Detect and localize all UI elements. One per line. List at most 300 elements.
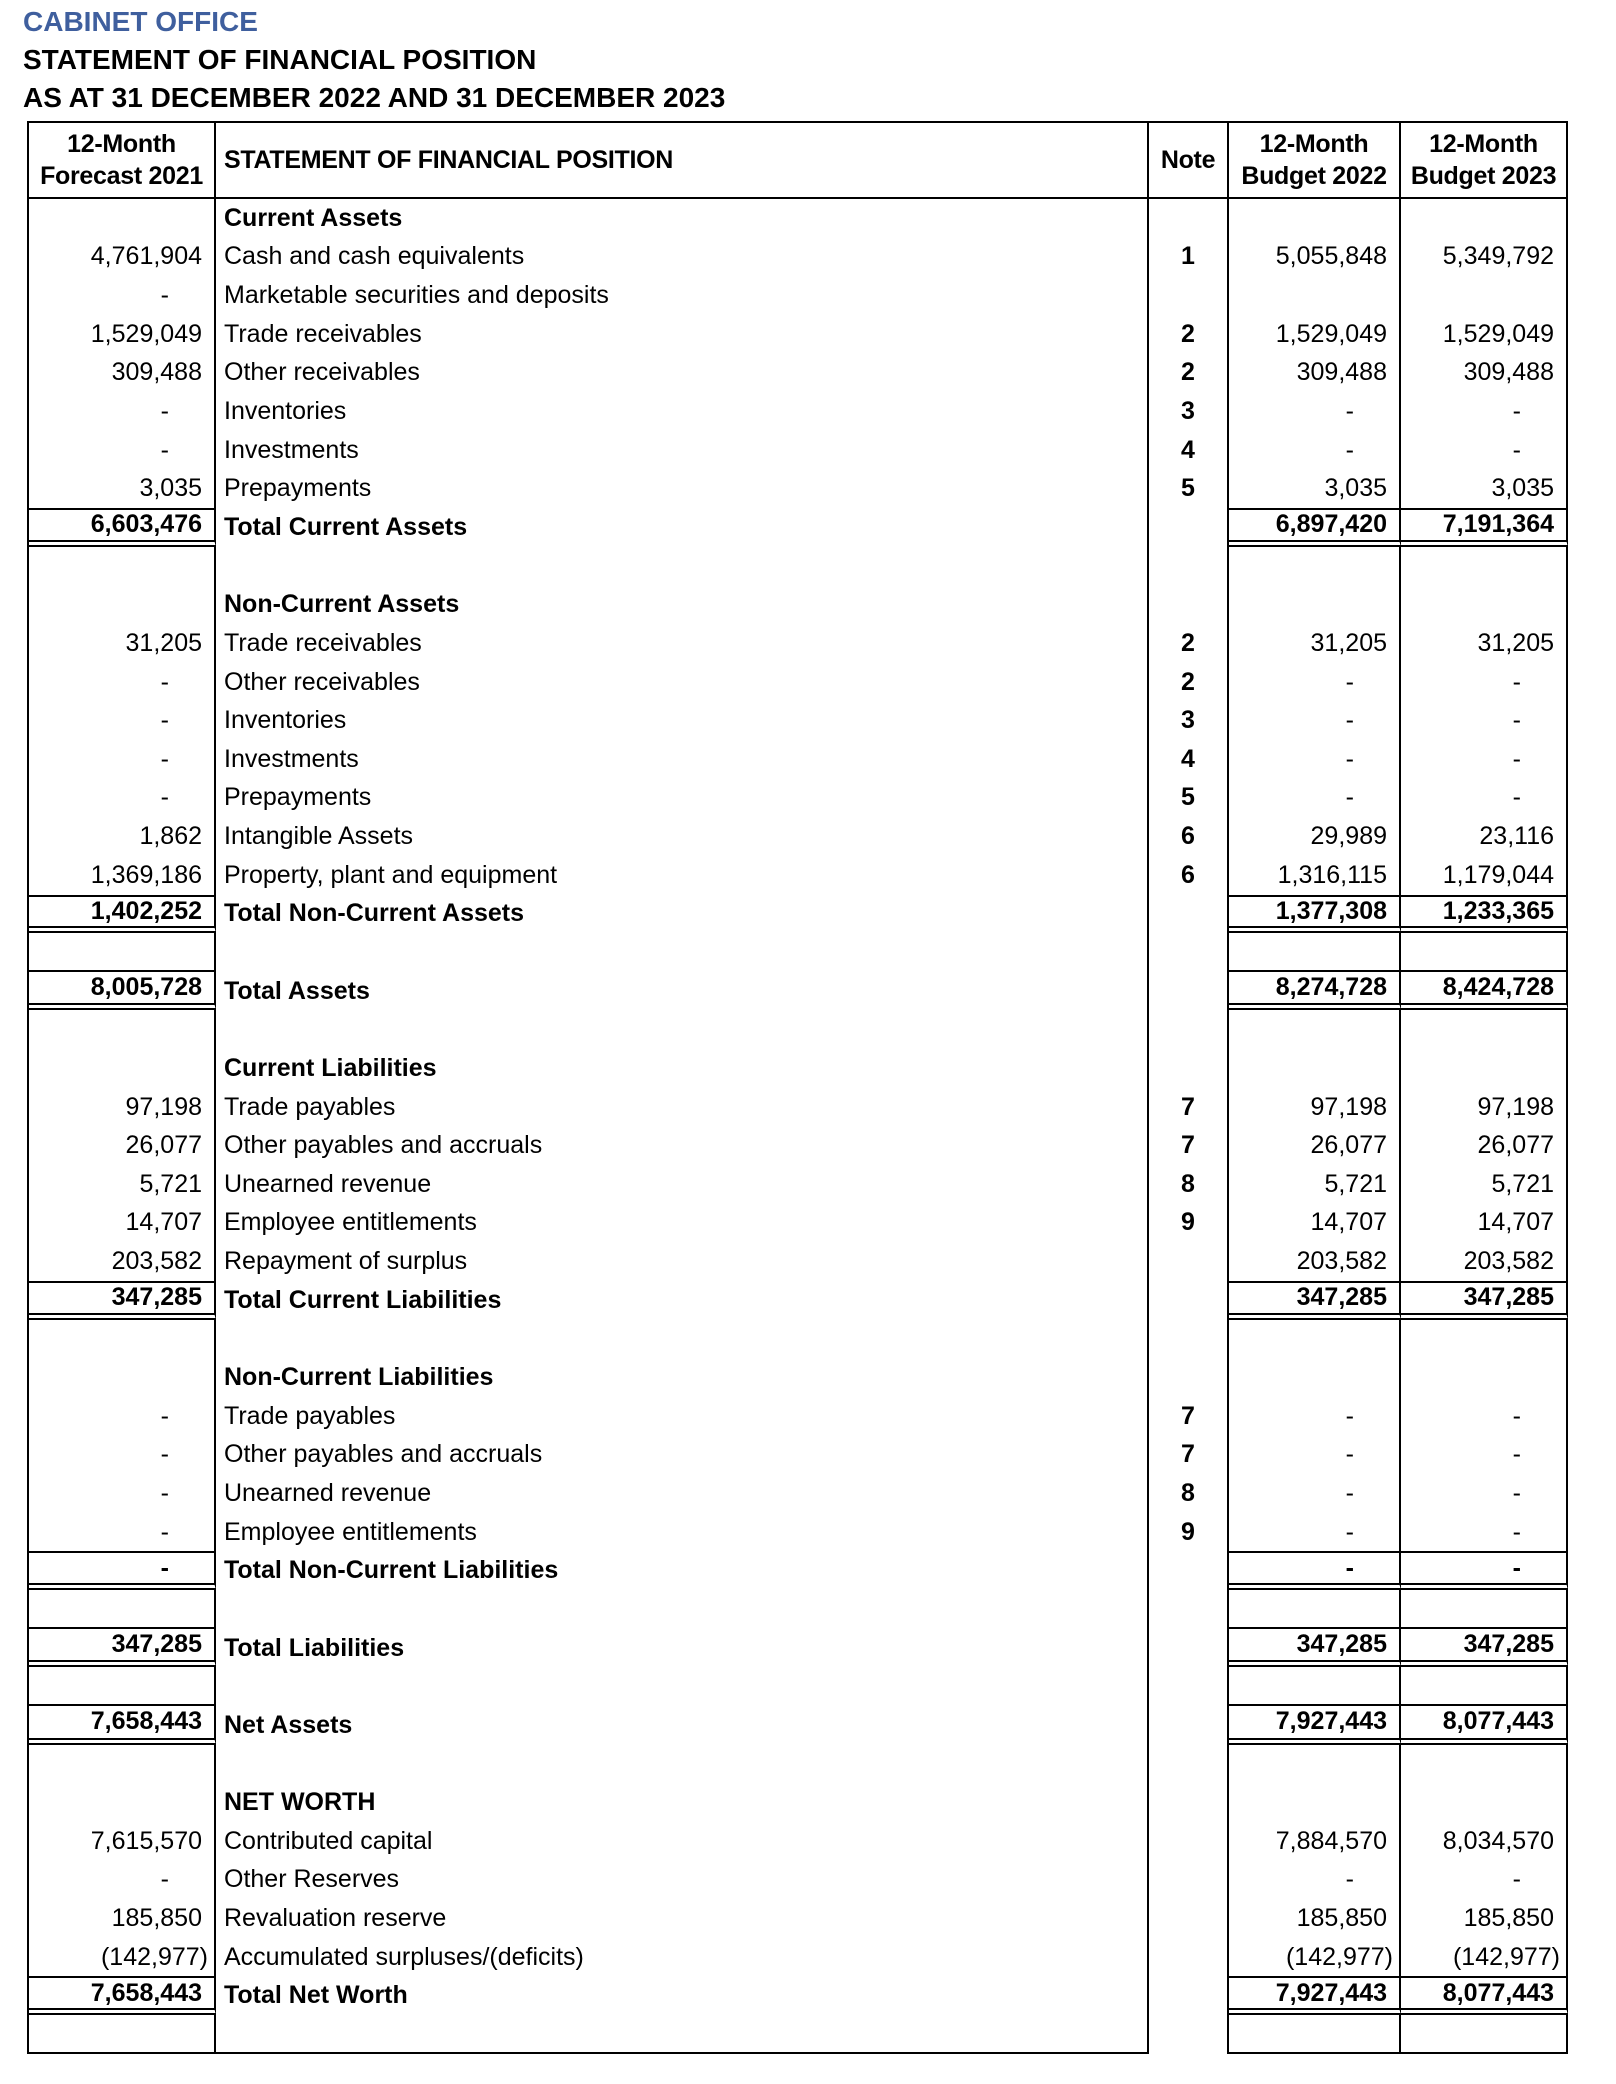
budget-2022-cell: -: [1229, 392, 1401, 431]
line-item-label: Net Assets: [216, 1706, 1149, 1745]
table-row: [29, 1088, 1568, 1127]
budget-2022-cell: [1229, 1667, 1401, 1706]
line-item-label: Investments: [216, 740, 1149, 779]
forecast-2021-cell: 3,035: [29, 469, 216, 508]
note-cell: 8: [1149, 1165, 1229, 1204]
line-item-label: Current Liabilities: [216, 1049, 1149, 1088]
line-item-label: Contributed capital: [216, 1822, 1149, 1861]
table-header-row: [29, 121, 1568, 199]
table-row: [29, 1281, 1568, 1320]
table-body: [29, 199, 1568, 2054]
forecast-2021-cell: [29, 2015, 216, 2054]
budget-2022-cell: [1229, 199, 1401, 238]
line-item-label: Prepayments: [216, 779, 1149, 818]
budget-2023-cell: 203,582: [1401, 1242, 1568, 1281]
table-row: [29, 1010, 1568, 1049]
budget-2023-cell: [1401, 1358, 1568, 1397]
note-cell: [1149, 1822, 1229, 1861]
table-row: [29, 1242, 1568, 1281]
table-row: [29, 276, 1568, 315]
note-cell: [1149, 2015, 1229, 2054]
line-item-label: Other payables and accruals: [216, 1436, 1149, 1475]
table-row: [29, 972, 1568, 1011]
budget-2023-cell: -: [1401, 1861, 1568, 1900]
line-item-label: [216, 1010, 1149, 1049]
table-row: [29, 1204, 1568, 1243]
table-row: [29, 1899, 1568, 1938]
budget-2023-cell: -: [1401, 1397, 1568, 1436]
note-cell: [1149, 1706, 1229, 1745]
forecast-2021-cell: 4,761,904: [29, 238, 216, 277]
note-cell: [1149, 199, 1229, 238]
budget-2023-cell: 347,285: [1401, 1281, 1568, 1320]
col-header-budget-2022-line1: 12-Month: [1259, 130, 1369, 158]
budget-2022-cell: 5,721: [1229, 1165, 1401, 1204]
forecast-2021-cell: 5,721: [29, 1165, 216, 1204]
forecast-2021-cell: -: [29, 1474, 216, 1513]
budget-2023-cell: -: [1401, 392, 1568, 431]
budget-2022-cell: 3,035: [1229, 469, 1401, 508]
line-item-label: Repayment of surplus: [216, 1242, 1149, 1281]
note-cell: 2: [1149, 624, 1229, 663]
document-header: [23, 3, 725, 117]
line-item-label: Other receivables: [216, 354, 1149, 393]
table-row: [29, 1861, 1568, 1900]
forecast-2021-cell: -: [29, 740, 216, 779]
budget-2022-cell: 5,055,848: [1229, 238, 1401, 277]
forecast-2021-cell: [29, 1049, 216, 1088]
budget-2023-cell: 23,116: [1401, 817, 1568, 856]
budget-2022-cell: 347,285: [1229, 1281, 1401, 1320]
budget-2023-cell: [1401, 547, 1568, 586]
forecast-2021-cell: -: [29, 276, 216, 315]
col-header-budget-2022: [1229, 123, 1401, 197]
table-row: [29, 817, 1568, 856]
col-header-statement-label: STATEMENT OF FINANCIAL POSITION: [224, 145, 674, 174]
forecast-2021-cell: 31,205: [29, 624, 216, 663]
forecast-2021-cell: [29, 933, 216, 972]
budget-2023-cell: [1401, 1590, 1568, 1629]
org-title: CABINET OFFICE: [23, 6, 258, 37]
forecast-2021-cell: 6,603,476: [29, 508, 216, 547]
line-item-label: Trade payables: [216, 1397, 1149, 1436]
table-row: [29, 1745, 1568, 1784]
forecast-2021-cell: 347,285: [29, 1629, 216, 1668]
budget-2023-cell: 97,198: [1401, 1088, 1568, 1127]
forecast-2021-cell: 347,285: [29, 1281, 216, 1320]
budget-2022-cell: 347,285: [1229, 1629, 1401, 1668]
table-row: [29, 1976, 1568, 2015]
forecast-2021-cell: 1,369,186: [29, 856, 216, 895]
table-row: [29, 585, 1568, 624]
forecast-2021-cell: [29, 1783, 216, 1822]
budget-2022-cell: 97,198: [1229, 1088, 1401, 1127]
budget-2023-cell: -: [1401, 740, 1568, 779]
budget-2022-cell: -: [1229, 1474, 1401, 1513]
forecast-2021-cell: -: [29, 431, 216, 470]
budget-2023-cell: 8,077,443: [1401, 1976, 1568, 2015]
budget-2023-cell: -: [1401, 1551, 1568, 1590]
statement-title: STATEMENT OF FINANCIAL POSITION: [23, 44, 537, 75]
budget-2023-cell: [1401, 585, 1568, 624]
note-cell: 9: [1149, 1513, 1229, 1552]
line-item-label: Investments: [216, 431, 1149, 470]
forecast-2021-cell: 203,582: [29, 1242, 216, 1281]
budget-2022-cell: -: [1229, 779, 1401, 818]
budget-2023-cell: 8,424,728: [1401, 972, 1568, 1011]
budget-2022-cell: -: [1229, 1436, 1401, 1475]
note-cell: [1149, 1745, 1229, 1784]
budget-2023-cell: 7,191,364: [1401, 508, 1568, 547]
budget-2023-cell: [1401, 1320, 1568, 1359]
budget-2023-cell: 31,205: [1401, 624, 1568, 663]
budget-2023-cell: -: [1401, 1474, 1568, 1513]
line-item-label: Trade receivables: [216, 315, 1149, 354]
note-cell: [1149, 1590, 1229, 1629]
table-row: [29, 1397, 1568, 1436]
financial-position-table: [27, 121, 1568, 2054]
budget-2023-cell: [1401, 276, 1568, 315]
budget-2023-cell: 1,179,044: [1401, 856, 1568, 895]
table-row: [29, 431, 1568, 470]
line-item-label: Current Assets: [216, 199, 1149, 238]
budget-2022-cell: [1229, 1745, 1401, 1784]
budget-2022-cell: 1,377,308: [1229, 895, 1401, 934]
forecast-2021-cell: -: [29, 663, 216, 702]
forecast-2021-cell: -: [29, 1861, 216, 1900]
line-item-label: Total Assets: [216, 972, 1149, 1011]
table-row: [29, 663, 1568, 702]
note-cell: [1149, 1976, 1229, 2015]
note-cell: 7: [1149, 1397, 1229, 1436]
note-cell: [1149, 585, 1229, 624]
line-item-label: Total Non-Current Assets: [216, 895, 1149, 934]
note-cell: 6: [1149, 856, 1229, 895]
line-item-label: Marketable securities and deposits: [216, 276, 1149, 315]
budget-2022-cell: -: [1229, 1513, 1401, 1552]
budget-2022-cell: [1229, 933, 1401, 972]
note-cell: 5: [1149, 469, 1229, 508]
line-item-label: [216, 933, 1149, 972]
budget-2022-cell: -: [1229, 1551, 1401, 1590]
budget-2023-cell: 185,850: [1401, 1899, 1568, 1938]
note-cell: [1149, 895, 1229, 934]
line-item-label: Revaluation reserve: [216, 1899, 1149, 1938]
forecast-2021-cell: [29, 1745, 216, 1784]
budget-2022-cell: -: [1229, 701, 1401, 740]
budget-2022-cell: [1229, 276, 1401, 315]
budget-2023-cell: 5,721: [1401, 1165, 1568, 1204]
table-row: [29, 1320, 1568, 1359]
budget-2022-cell: [1229, 1320, 1401, 1359]
col-header-budget-2022-line2: Budget 2022: [1241, 162, 1387, 190]
line-item-label: Property, plant and equipment: [216, 856, 1149, 895]
table-row: [29, 1629, 1568, 1668]
line-item-label: Non-Current Assets: [216, 585, 1149, 624]
line-item-label: Inventories: [216, 701, 1149, 740]
table-row: [29, 779, 1568, 818]
budget-2023-cell: [1401, 2015, 1568, 2054]
forecast-2021-cell: -: [29, 1397, 216, 1436]
col-header-note: [1149, 123, 1229, 197]
note-cell: 4: [1149, 431, 1229, 470]
budget-2023-cell: 347,285: [1401, 1629, 1568, 1668]
table-row: [29, 238, 1568, 277]
table-row: [29, 1165, 1568, 1204]
line-item-label: Total Net Worth: [216, 1976, 1149, 2015]
table-row: [29, 1822, 1568, 1861]
line-item-label: NET WORTH: [216, 1783, 1149, 1822]
forecast-2021-cell: [29, 1358, 216, 1397]
table-row: [29, 856, 1568, 895]
forecast-2021-cell: [29, 199, 216, 238]
note-cell: 2: [1149, 315, 1229, 354]
note-cell: [1149, 1551, 1229, 1590]
forecast-2021-cell: 97,198: [29, 1088, 216, 1127]
table-row: [29, 895, 1568, 934]
line-item-label: Accumulated surpluses/(deficits): [216, 1938, 1149, 1977]
forecast-2021-cell: 7,658,443: [29, 1706, 216, 1745]
note-cell: [1149, 1629, 1229, 1668]
table-row: [29, 1049, 1568, 1088]
note-cell: [1149, 1899, 1229, 1938]
forecast-2021-cell: 8,005,728: [29, 972, 216, 1011]
budget-2022-cell: 8,274,728: [1229, 972, 1401, 1011]
table-row: [29, 508, 1568, 547]
line-item-label: Total Non-Current Liabilities: [216, 1551, 1149, 1590]
budget-2023-cell: -: [1401, 663, 1568, 702]
line-item-label: Unearned revenue: [216, 1474, 1149, 1513]
note-cell: [1149, 972, 1229, 1011]
note-cell: [1149, 276, 1229, 315]
line-item-label: Unearned revenue: [216, 1165, 1149, 1204]
budget-2023-cell: 26,077: [1401, 1126, 1568, 1165]
budget-2023-cell: [1401, 933, 1568, 972]
budget-2022-cell: [1229, 547, 1401, 586]
forecast-2021-cell: 26,077: [29, 1126, 216, 1165]
budget-2022-cell: [1229, 1783, 1401, 1822]
forecast-2021-cell: [29, 585, 216, 624]
table-row: [29, 740, 1568, 779]
budget-2022-cell: [1229, 1010, 1401, 1049]
budget-2022-cell: [1229, 1590, 1401, 1629]
forecast-2021-cell: 1,402,252: [29, 895, 216, 934]
line-item-label: Intangible Assets: [216, 817, 1149, 856]
budget-2022-cell: 7,927,443: [1229, 1706, 1401, 1745]
col-header-note-label: Note: [1160, 145, 1216, 174]
line-item-label: Total Current Liabilities: [216, 1281, 1149, 1320]
forecast-2021-cell: -: [29, 392, 216, 431]
budget-2023-cell: -: [1401, 1436, 1568, 1475]
note-cell: 4: [1149, 740, 1229, 779]
line-item-label: [216, 1745, 1149, 1784]
line-item-label: [216, 547, 1149, 586]
forecast-2021-cell: -: [29, 1513, 216, 1552]
col-header-budget-2023-line2: Budget 2023: [1410, 162, 1557, 190]
note-cell: [1149, 1938, 1229, 1977]
forecast-2021-cell: 185,850: [29, 1899, 216, 1938]
budget-2022-cell: [1229, 1358, 1401, 1397]
forecast-2021-cell: 309,488: [29, 354, 216, 393]
budget-2023-cell: -: [1401, 701, 1568, 740]
budget-2022-cell: 1,316,115: [1229, 856, 1401, 895]
budget-2023-cell: [1401, 1783, 1568, 1822]
budget-2022-cell: 6,897,420: [1229, 508, 1401, 547]
line-item-label: [216, 1320, 1149, 1359]
budget-2023-cell: [1401, 1049, 1568, 1088]
forecast-2021-cell: [29, 1590, 216, 1629]
budget-2022-cell: (142,977): [1229, 1938, 1401, 1977]
line-item-label: Total Current Assets: [216, 508, 1149, 547]
budget-2022-cell: 26,077: [1229, 1126, 1401, 1165]
note-cell: 7: [1149, 1088, 1229, 1127]
forecast-2021-cell: 7,615,570: [29, 1822, 216, 1861]
forecast-2021-cell: [29, 1010, 216, 1049]
table-row: [29, 1358, 1568, 1397]
table-row: [29, 1126, 1568, 1165]
line-item-label: Employee entitlements: [216, 1513, 1149, 1552]
col-header-budget-2023-line1: 12-Month: [1429, 130, 1538, 158]
budget-2023-cell: 8,034,570: [1401, 1822, 1568, 1861]
table-row: [29, 1783, 1568, 1822]
note-cell: 9: [1149, 1204, 1229, 1243]
forecast-2021-cell: [29, 1320, 216, 1359]
line-item-label: Total Liabilities: [216, 1629, 1149, 1668]
col-header-statement: [216, 123, 1149, 197]
budget-2022-cell: 309,488: [1229, 354, 1401, 393]
line-item-label: Prepayments: [216, 469, 1149, 508]
forecast-2021-cell: 1,529,049: [29, 315, 216, 354]
line-item-label: Other Reserves: [216, 1861, 1149, 1900]
budget-2022-cell: 185,850: [1229, 1899, 1401, 1938]
budget-2022-cell: [1229, 1049, 1401, 1088]
forecast-2021-cell: (142,977): [29, 1938, 216, 1977]
forecast-2021-cell: -: [29, 701, 216, 740]
line-item-label: Employee entitlements: [216, 1204, 1149, 1243]
budget-2023-cell: (142,977): [1401, 1938, 1568, 1977]
budget-2023-cell: 8,077,443: [1401, 1706, 1568, 1745]
note-cell: [1149, 1010, 1229, 1049]
budget-2022-cell: 7,884,570: [1229, 1822, 1401, 1861]
budget-2022-cell: [1229, 2015, 1401, 2054]
table-row: [29, 1667, 1568, 1706]
table-row: [29, 354, 1568, 393]
table-row: [29, 933, 1568, 972]
budget-2022-cell: 29,989: [1229, 817, 1401, 856]
note-cell: 3: [1149, 392, 1229, 431]
budget-2022-cell: -: [1229, 740, 1401, 779]
line-item-label: [216, 2015, 1149, 2054]
table-row: [29, 1706, 1568, 1745]
table-row: [29, 1590, 1568, 1629]
line-item-label: Non-Current Liabilities: [216, 1358, 1149, 1397]
col-header-budget-2023: [1401, 123, 1568, 197]
note-cell: 1: [1149, 238, 1229, 277]
table-row: [29, 1513, 1568, 1552]
note-cell: [1149, 1049, 1229, 1088]
budget-2022-cell: 203,582: [1229, 1242, 1401, 1281]
note-cell: 7: [1149, 1436, 1229, 1475]
table-row: [29, 624, 1568, 663]
table-row: [29, 392, 1568, 431]
note-cell: 2: [1149, 663, 1229, 702]
line-item-label: Trade receivables: [216, 624, 1149, 663]
budget-2022-cell: -: [1229, 1397, 1401, 1436]
budget-2022-cell: -: [1229, 431, 1401, 470]
table-row: [29, 701, 1568, 740]
col-header-forecast-line2: Forecast 2021: [40, 162, 203, 190]
line-item-label: [216, 1667, 1149, 1706]
budget-2022-cell: [1229, 585, 1401, 624]
forecast-2021-cell: -: [29, 1436, 216, 1475]
forecast-2021-cell: [29, 547, 216, 586]
forecast-2021-cell: 1,862: [29, 817, 216, 856]
note-cell: 3: [1149, 701, 1229, 740]
table-row: [29, 1938, 1568, 1977]
budget-2023-cell: [1401, 1745, 1568, 1784]
budget-2022-cell: 31,205: [1229, 624, 1401, 663]
line-item-label: Other payables and accruals: [216, 1126, 1149, 1165]
forecast-2021-cell: -: [29, 1551, 216, 1590]
note-cell: [1149, 1358, 1229, 1397]
table-row: [29, 2015, 1568, 2054]
note-cell: 5: [1149, 779, 1229, 818]
note-cell: 7: [1149, 1126, 1229, 1165]
statement-period: AS AT 31 DECEMBER 2022 AND 31 DECEMBER 2023: [23, 82, 726, 113]
note-cell: [1149, 933, 1229, 972]
note-cell: [1149, 1320, 1229, 1359]
forecast-2021-cell: [29, 1667, 216, 1706]
note-cell: [1149, 1281, 1229, 1320]
budget-2023-cell: -: [1401, 1513, 1568, 1552]
note-cell: [1149, 508, 1229, 547]
note-cell: 2: [1149, 354, 1229, 393]
table-row: [29, 1551, 1568, 1590]
table-row: [29, 1436, 1568, 1475]
budget-2023-cell: [1401, 1010, 1568, 1049]
budget-2023-cell: [1401, 199, 1568, 238]
note-cell: [1149, 547, 1229, 586]
budget-2023-cell: [1401, 1667, 1568, 1706]
table-row: [29, 469, 1568, 508]
forecast-2021-cell: 7,658,443: [29, 1976, 216, 2015]
budget-2023-cell: 309,488: [1401, 354, 1568, 393]
note-cell: 8: [1149, 1474, 1229, 1513]
budget-2022-cell: 1,529,049: [1229, 315, 1401, 354]
budget-2023-cell: 5,349,792: [1401, 238, 1568, 277]
col-header-forecast-2021: [29, 123, 216, 197]
table-row: [29, 315, 1568, 354]
table-row: [29, 1474, 1568, 1513]
budget-2023-cell: -: [1401, 779, 1568, 818]
line-item-label: Trade payables: [216, 1088, 1149, 1127]
budget-2023-cell: 14,707: [1401, 1204, 1568, 1243]
line-item-label: Inventories: [216, 392, 1149, 431]
budget-2023-cell: 3,035: [1401, 469, 1568, 508]
col-header-forecast-line1: 12-Month: [67, 130, 176, 158]
budget-2023-cell: 1,233,365: [1401, 895, 1568, 934]
table-row: [29, 547, 1568, 586]
note-cell: [1149, 1667, 1229, 1706]
note-cell: 6: [1149, 817, 1229, 856]
budget-2023-cell: -: [1401, 431, 1568, 470]
line-item-label: Cash and cash equivalents: [216, 238, 1149, 277]
budget-2022-cell: -: [1229, 663, 1401, 702]
table-row: [29, 199, 1568, 238]
forecast-2021-cell: 14,707: [29, 1204, 216, 1243]
note-cell: [1149, 1861, 1229, 1900]
budget-2022-cell: -: [1229, 1861, 1401, 1900]
